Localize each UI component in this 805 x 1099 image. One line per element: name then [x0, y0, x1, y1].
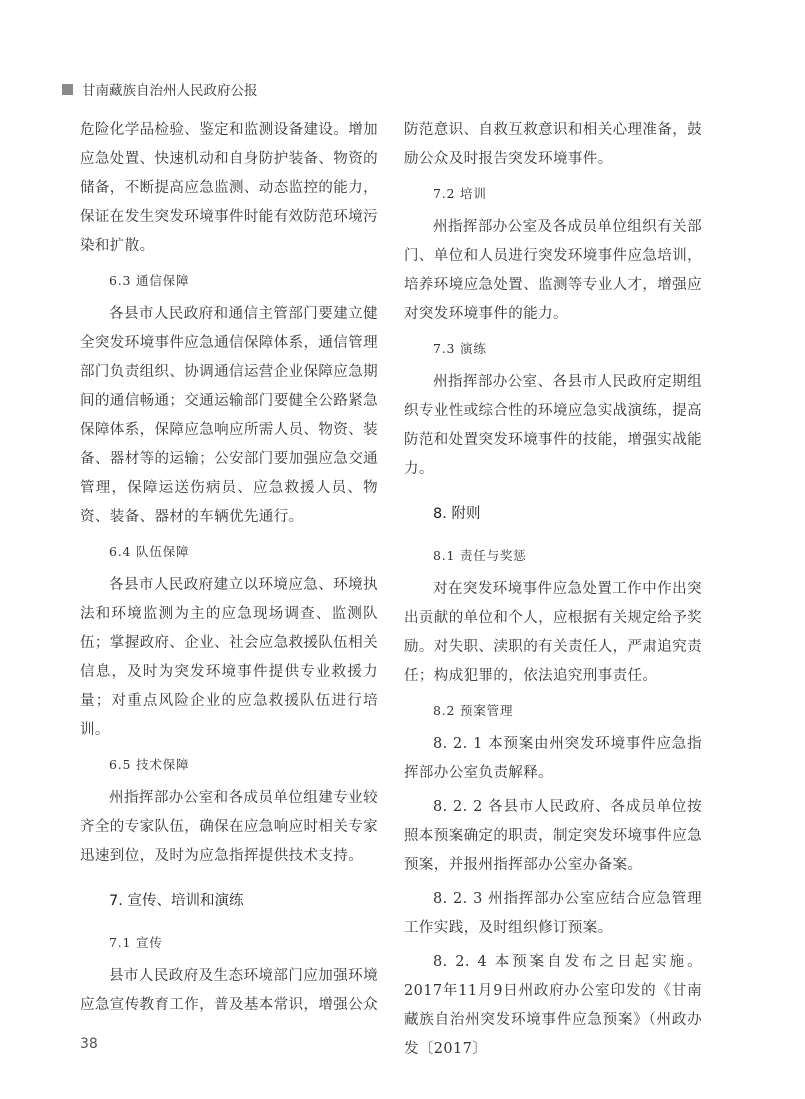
subsection-7-2-heading: 7.2 培训	[433, 186, 487, 201]
subsection-7-3-heading: 7.3 演练	[433, 341, 487, 356]
section-7-heading: 7. 宣传、培训和演练	[109, 893, 244, 909]
paragraph: 8. 2. 2 各县市人民政府、各成员单位按照本预案确定的职责，制定突发环境事件应急预案，并报州指挥部办公室办备案。	[404, 799, 702, 873]
paragraph: 县市人民政府及生态环境部门应加强环境应急宣传教育工作，普及基本常识，增强公众	[80, 968, 378, 1013]
paragraph: 防范意识、自救互救意识和相关心理准备，鼓励公众及时报告突发环境事件。	[404, 122, 702, 167]
paragraph: 8. 2. 1 本预案由州突发环境事件应急指挥部办公室负责解释。	[404, 736, 702, 781]
header-square-marker	[62, 84, 73, 95]
paragraph: 8. 2. 3 州指挥部办公室应结合应急管理工作实践，及时组织修订预案。	[404, 891, 702, 936]
left-column	[80, 116, 378, 1025]
subsection-6-5-heading: 6.5 技术保障	[109, 757, 190, 772]
subsection-6-4-heading: 6.4 队伍保障	[109, 544, 190, 559]
paragraph: 危险化学品检验、鉴定和监测设备建设。增加应急处置、快速机动和自身防护装备、物资的储备，不断提高应急监测、动态监控的能力，保证在发生突发环境事件时能有效防范环境污染和扩散。	[80, 122, 378, 254]
paragraph: 对在突发环境事件应急处置工作中作出突出贡献的单位和个人，应根据有关规定给予奖励。对失职、渎职的有关责任人，严肃追究责任；构成犯罪的，依法追究刑事责任。	[404, 581, 702, 684]
subsection-7-1-heading: 7.1 宣传	[109, 935, 163, 950]
page-number: 38	[80, 1036, 98, 1052]
paragraph: 各县市人民政府建立以环境应急、环境执法和环境监测为主的应急现场调查、监测队伍；掌握政府、企业、社会应急救援队伍相关信息，及时为突发环境事件提供专业救援力量；对重点风险企业的应急救援队伍进行培训。	[80, 577, 378, 738]
subsection-6-3-heading: 6.3 通信保障	[109, 273, 190, 288]
paragraph: 州指挥部办公室及各成员单位组织有关部门、单位和人员进行突发环境事件应急培训，培养环境应急处置、监测等专业人才，增强应对突发环境事件的能力。	[404, 219, 702, 322]
right-column	[404, 116, 702, 1069]
subsection-8-2-heading: 8.2 预案管理	[433, 703, 514, 718]
paragraph: 州指挥部办公室和各成员单位组建专业较齐全的专家队伍，确保在应急响应时相关专家迅速到位，及时为应急指挥提供技术支持。	[80, 790, 378, 864]
paragraph: 各县市人民政府和通信主管部门要建立健全突发环境事件应急通信保障体系，通信管理部门负责组织、协调通信运营企业保障应急期间的通信畅通；交通运输部门要健全公路紧急保障体系，保障应急响应所需人员、物资、装备、器材等的运输；公安部门要加强应急交通管理，保障运送伤病员、应急救援人员、物资、装备、器材的车辆优先通行。	[80, 306, 378, 525]
paragraph: 8. 2. 4 本预案自发布之日起实施。2017年11月9日州政府办公室印发的《甘南藏族自治州突发环境事件应急预案》（州政办发〔2017〕	[404, 954, 702, 1057]
section-8-heading: 8. 附则	[433, 506, 481, 522]
subsection-8-1-heading: 8.1 责任与奖惩	[433, 548, 527, 563]
page-header	[62, 79, 258, 99]
paragraph: 州指挥部办公室、各县市人民政府定期组织专业性或综合性的环境应急实战演练，提高防范和处置突发环境事件的技能，增强实战能力。	[404, 374, 702, 477]
publication-title: 甘南藏族自治州人民政府公报	[82, 83, 258, 99]
